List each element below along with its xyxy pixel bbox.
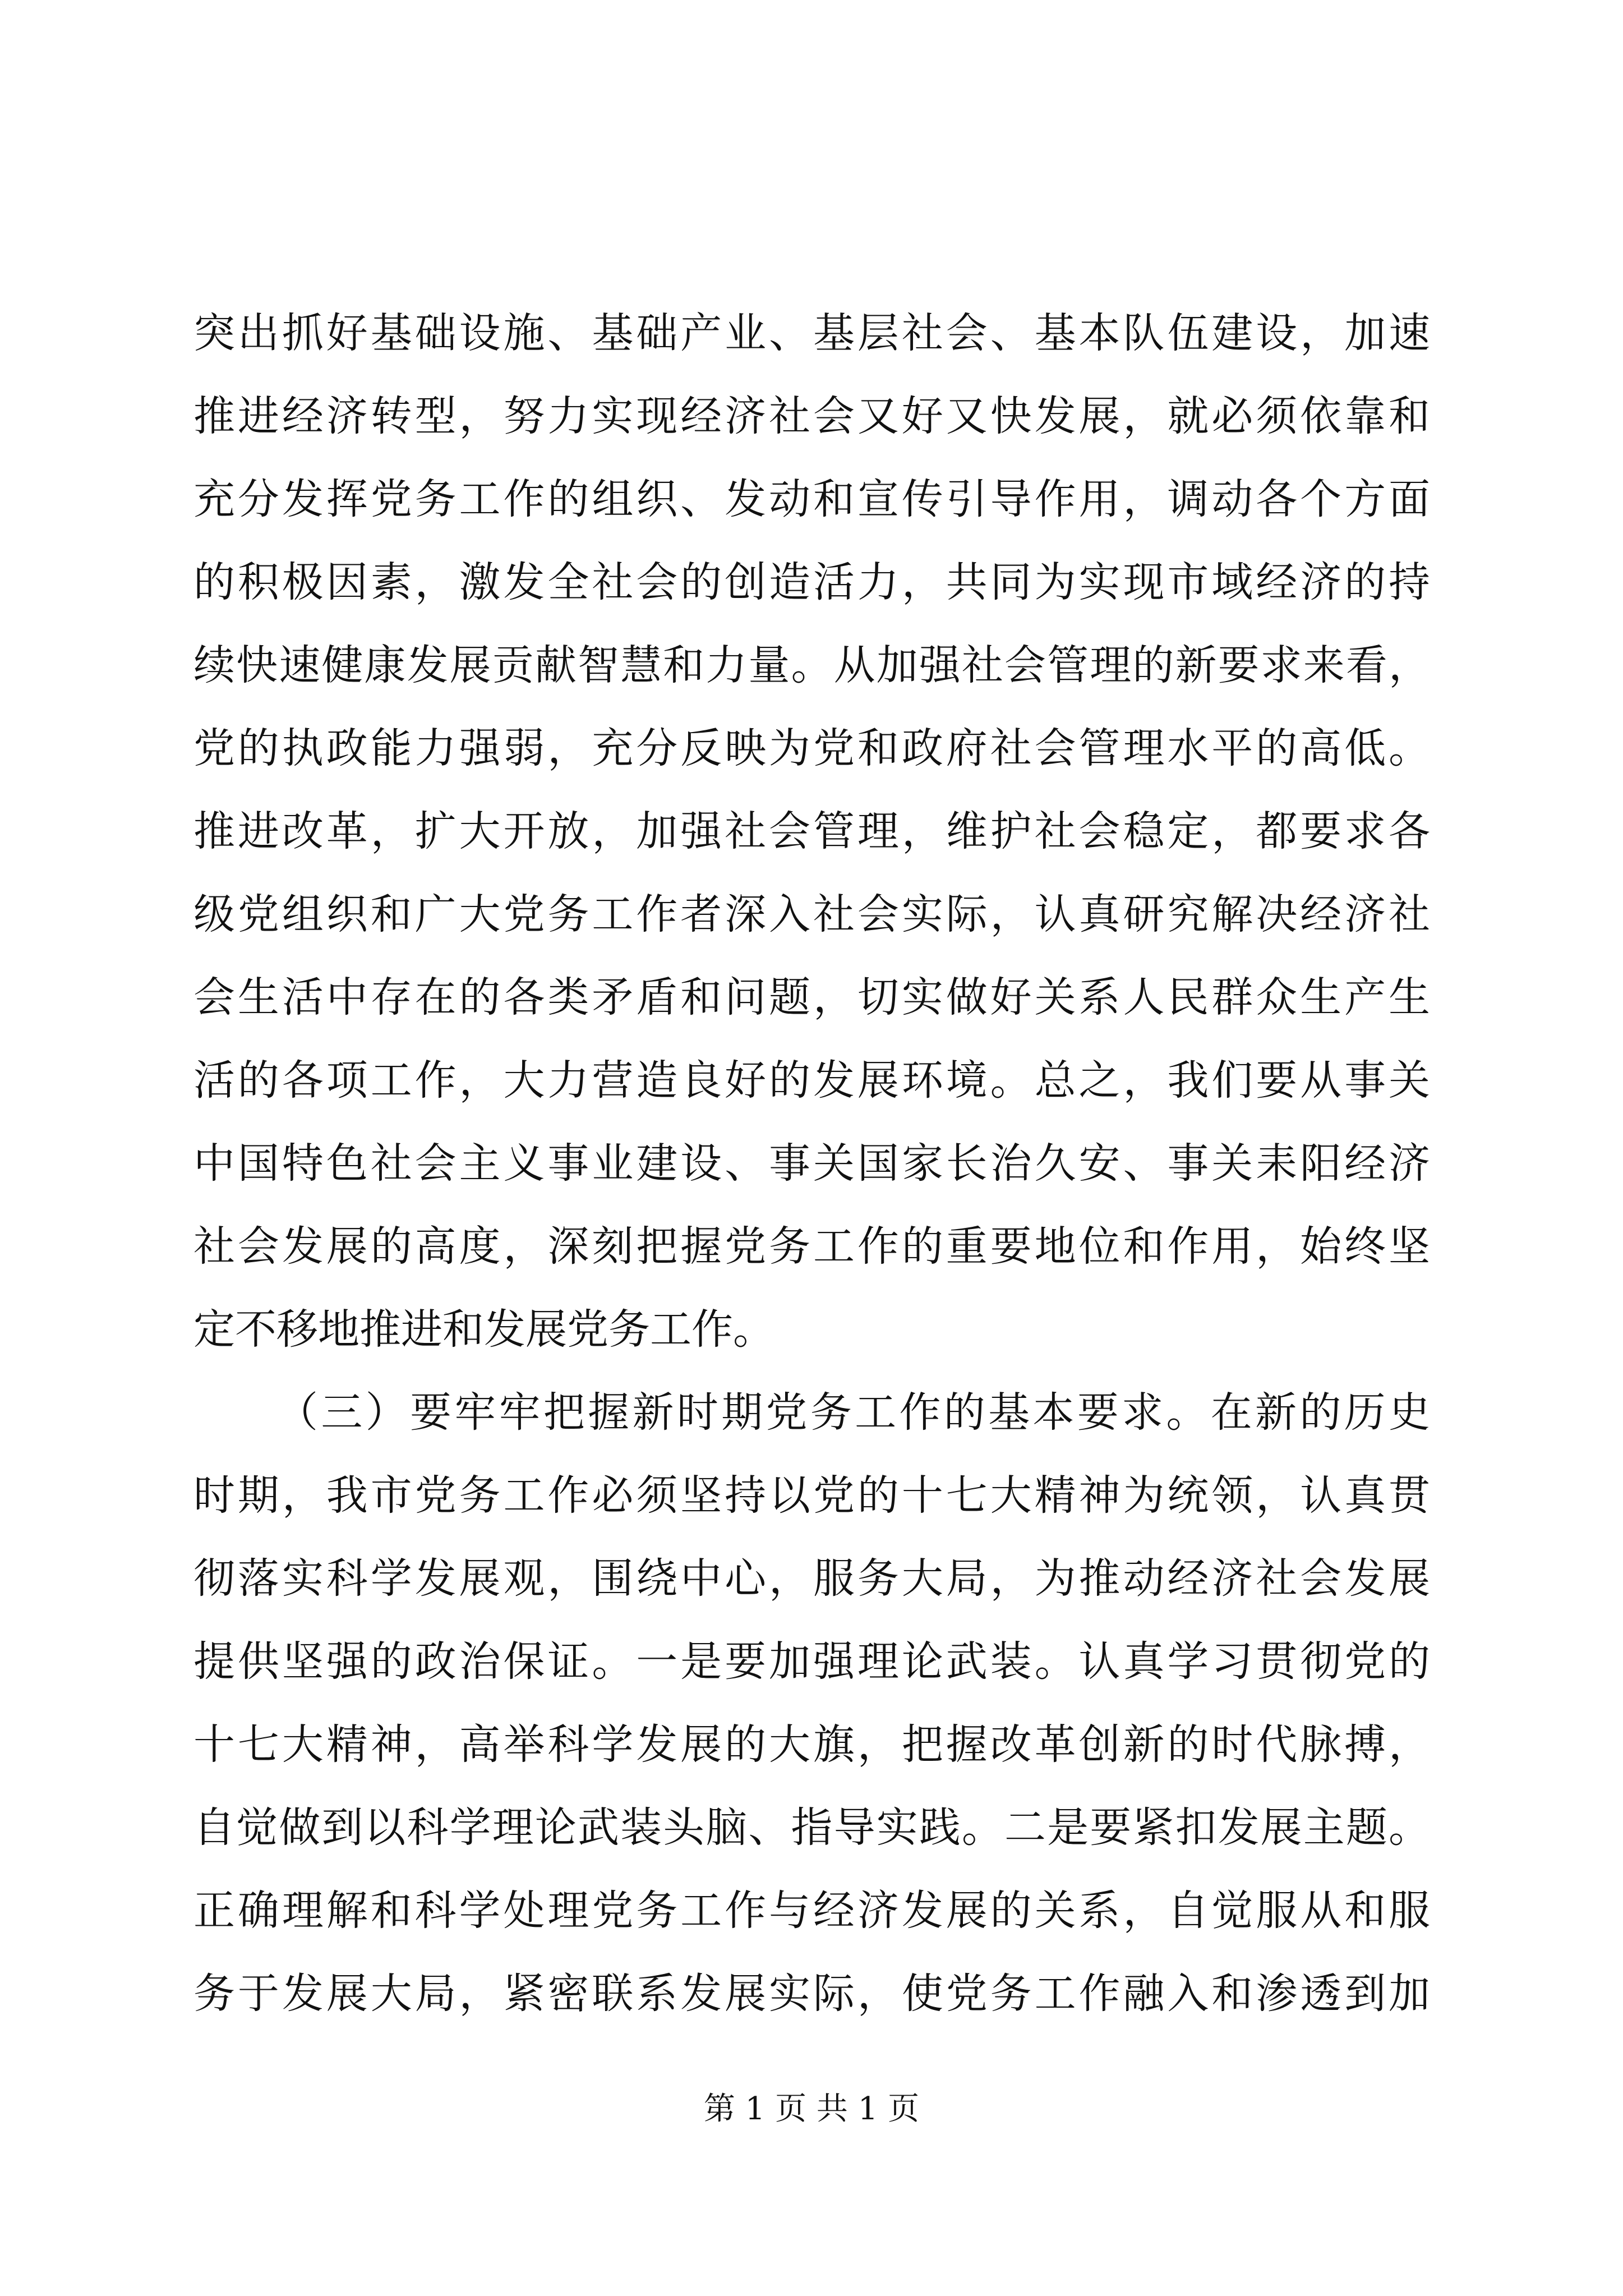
paragraph-1-line: 会生活中存在的各类矛盾和问题，切实做好关系人民群众生产生 [193,973,1430,1022]
paragraph-2-line: 正确理解和科学处理党务工作与经济发展的关系，自觉服从和服 [193,1887,1430,1935]
paragraph-1-line: 社会发展的高度，深刻把握党务工作的重要地位和作用，始终坚 [193,1222,1430,1271]
paragraph-2-line: 时期，我市党务工作必须坚持以党的十七大精神为统领，认真贯 [193,1471,1430,1520]
paragraph-1-line: 的积极因素，激发全社会的创造活力，共同为实现市域经济的持 [193,558,1430,606]
paragraph-1-line: 续快速健康发展贡献智慧和力量。从加强社会管理的新要求来看， [193,641,1430,689]
paragraph-1-line: 级党组织和广大党务工作者深入社会实际，认真研究解决经济社 [193,890,1430,938]
page-number-label: 第 1 页 共 1 页 [703,2091,920,2127]
paragraph-2-line: 提供坚强的政治保证。一是要加强理论武装。认真学习贯彻党的 [193,1637,1430,1686]
document-body [193,292,1430,2035]
paragraph-1-line: 活的各项工作，大力营造良好的发展环境。总之，我们要从事关 [193,1056,1430,1105]
paragraph-2-line: （三）要牢牢把握新时期党务工作的基本要求。在新的历史 [276,1388,1430,1437]
paragraph-1-line: 充分发挥党务工作的组织、发动和宣传引导作用，调动各个方面 [193,475,1430,523]
paragraph-2-line: 自觉做到以科学理论武装头脑、指导实践。二是要紧扣发展主题。 [193,1803,1430,1852]
paragraph-1-line: 定不移地推进和发展党务工作。 [193,1305,774,1354]
paragraph-1-line: 推进经济转型，努力实现经济社会又好又快发展，就必须依靠和 [193,392,1430,440]
paragraph-2-line: 彻落实科学发展观，围绕中心，服务大局，为推动经济社会发展 [193,1554,1430,1603]
paragraph-2-line: 十七大精神，高举科学发展的大旗，把握改革创新的时代脉搏， [193,1720,1430,1769]
paragraph-2-line: 务于发展大局，紧密联系发展实际，使党务工作融入和渗透到加 [193,1970,1430,2018]
paragraph-1-line: 突出抓好基础设施、基础产业、基层社会、基本队伍建设，加速 [193,309,1430,357]
page-footer [0,2087,1623,2132]
paragraph-1-line: 推进改革，扩大开放，加强社会管理，维护社会稳定，都要求各 [193,807,1430,855]
paragraph-1-line: 党的执政能力强弱，充分反映为党和政府社会管理水平的高低。 [193,724,1430,772]
paragraph-1-line: 中国特色社会主义事业建设、事关国家长治久安、事关耒阳经济 [193,1139,1430,1188]
